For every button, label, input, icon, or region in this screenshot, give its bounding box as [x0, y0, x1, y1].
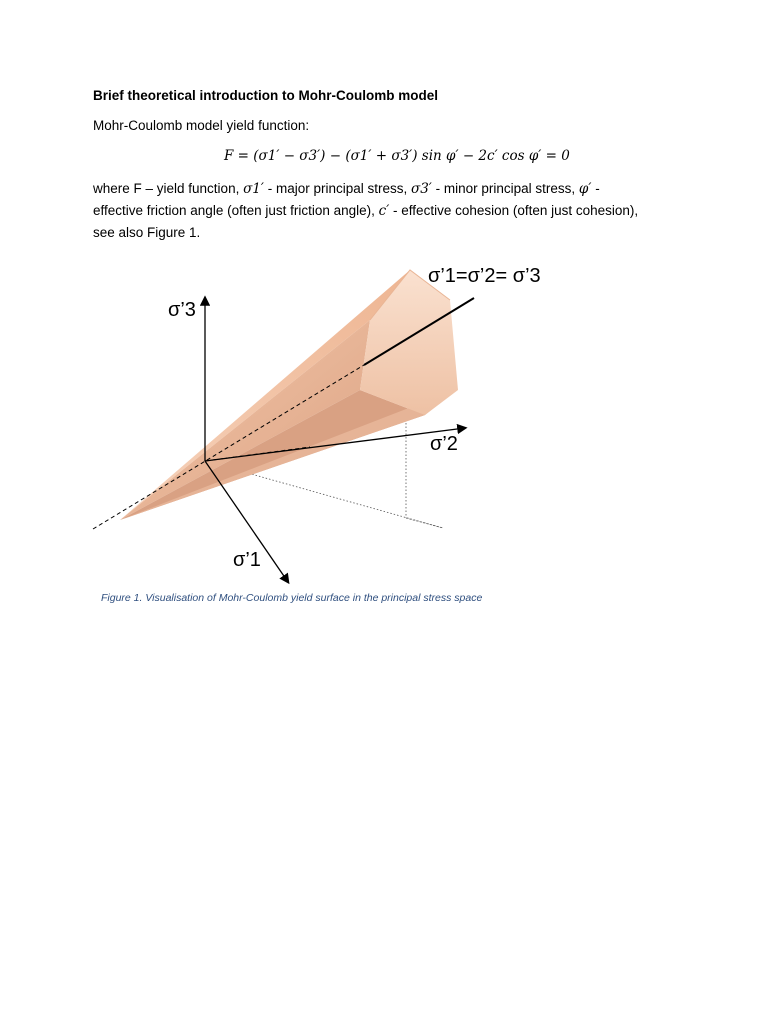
- definitions-text-5: - effective cohesion (often just cohesion), see also Figure 1.: [93, 203, 639, 240]
- label-sigma1: σ’1: [233, 549, 261, 571]
- label-sigma3: σ’3: [168, 299, 196, 321]
- definitions-text-1: where F – yield function,: [93, 181, 244, 196]
- yield-function-formula: F = (σ1′ − σ3′) − (σ1′ + σ3′) sin φ′ − 2c′ cos φ′ = 0: [224, 148, 570, 164]
- symbol-c: c′: [378, 203, 390, 219]
- definitions-text-4: - effective friction angle (often just friction angle),: [93, 181, 600, 218]
- definitions-paragraph: [93, 178, 653, 243]
- section-heading: Brief theoretical introduction to Mohr-Coulomb model: [93, 88, 438, 103]
- mohr-coulomb-figure: [80, 250, 560, 590]
- figure-caption: Figure 1. Visualisation of Mohr-Coulomb yield surface in the principal stress space: [101, 592, 483, 604]
- label-hydrostatic: σ’1=σ’2= σ’3: [428, 265, 541, 287]
- symbol-sigma3: σ3′: [411, 181, 432, 197]
- symbol-sigma1: σ1′: [243, 181, 264, 197]
- yield-function-intro: Mohr-Coulomb model yield function:: [93, 118, 310, 133]
- definitions-text-2: - major principal stress,: [263, 181, 411, 196]
- label-sigma2: σ’2: [430, 433, 458, 455]
- symbol-phi: φ′: [578, 181, 592, 197]
- definitions-text-3: - minor principal stress,: [431, 181, 579, 196]
